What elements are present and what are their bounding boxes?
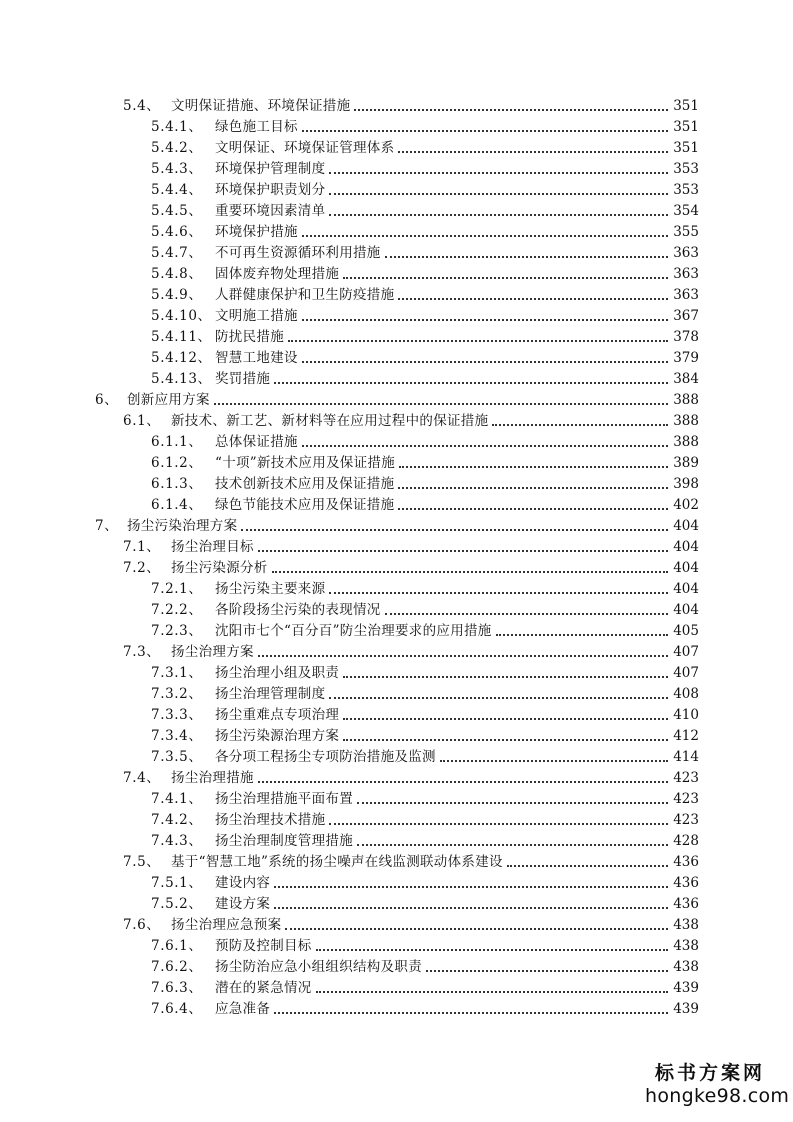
toc-entry-number: 5.4.8、 <box>151 266 203 282</box>
toc-entry-page: 423 <box>673 791 699 807</box>
toc-entry-title: 奖罚措施 <box>215 371 271 387</box>
toc-entry-title: 绿色施工目标 <box>215 119 298 135</box>
toc-entry-page: 407 <box>673 665 699 681</box>
toc-entry-page: 410 <box>673 707 699 723</box>
toc-entry-title: 扬尘治理小组及职责 <box>215 665 340 681</box>
toc-entry[interactable] <box>151 786 699 807</box>
toc-entry-number: 5.4.7、 <box>151 245 203 261</box>
toc-dot-leader <box>329 172 668 174</box>
toc-dot-leader <box>426 970 668 972</box>
toc-entry-title: 文明保证、环境保证管理体系 <box>215 140 395 156</box>
toc-dot-leader <box>274 907 668 909</box>
toc-dot-leader <box>357 802 668 804</box>
toc-entry-page: 438 <box>673 938 699 954</box>
site-watermark <box>645 1062 790 1108</box>
toc-entry-title: 各阶段扬尘污染的表现情况 <box>215 602 381 618</box>
toc-entry-title: 扬尘治理措施 <box>171 770 254 786</box>
toc-dot-leader <box>399 466 668 468</box>
toc-entry-number: 6、 <box>95 392 119 408</box>
toc-dot-leader <box>329 193 668 195</box>
toc-entry-title: 扬尘污染治理方案 <box>127 518 238 534</box>
toc-entry-page: 354 <box>673 203 699 219</box>
toc-entry-number: 7.2.3、 <box>151 623 203 639</box>
toc-entry-page: 438 <box>673 959 699 975</box>
toc-entry-page: 363 <box>673 245 699 261</box>
toc-dot-leader <box>272 571 668 573</box>
toc-dot-leader <box>398 151 668 153</box>
toc-dot-leader <box>354 109 668 111</box>
toc-entry[interactable] <box>151 240 699 261</box>
toc-entry[interactable] <box>123 408 699 429</box>
toc-entry-page: 389 <box>673 455 699 471</box>
toc-dot-leader <box>302 445 668 447</box>
toc-entry-title: 环境保护管理制度 <box>215 161 326 177</box>
toc-entry-title: 新技术、新工艺、新材料等在应用过程中的保证措施 <box>171 413 489 429</box>
toc-entry-page: 353 <box>673 182 699 198</box>
toc-entry-number: 6.1.2、 <box>151 455 203 471</box>
toc-dot-leader <box>316 949 668 951</box>
toc-dot-leader <box>343 718 668 720</box>
toc-dot-leader <box>398 487 668 489</box>
toc-entry-page: 388 <box>673 434 699 450</box>
toc-dot-leader <box>258 781 668 783</box>
toc-entry-title: 技术创新技术应用及保证措施 <box>215 476 395 492</box>
toc-entry-title: 重要环境因素清单 <box>215 203 326 219</box>
toc-entry-page: 423 <box>673 770 699 786</box>
toc-entry-title: 扬尘治理技术措施 <box>215 812 326 828</box>
toc-entry-page: 355 <box>673 224 699 240</box>
toc-entry-page: 351 <box>673 119 699 135</box>
toc-entry[interactable] <box>123 555 699 576</box>
toc-entry-number: 6.1.4、 <box>151 497 203 513</box>
toc-entry-title: 不可再生资源循环利用措施 <box>215 245 381 261</box>
toc-entry[interactable] <box>151 975 699 996</box>
toc-entry[interactable] <box>151 681 699 702</box>
toc-entry-number: 5.4.9、 <box>151 287 203 303</box>
toc-entry-page: 408 <box>673 686 699 702</box>
toc-entry-number: 5.4.1、 <box>151 119 203 135</box>
toc-entry[interactable] <box>151 660 699 681</box>
toc-dot-leader <box>329 592 668 594</box>
toc-dot-leader <box>398 508 668 510</box>
toc-entry-title: 扬尘重难点专项治理 <box>215 707 340 723</box>
toc-dot-leader <box>343 277 668 279</box>
toc-entry[interactable] <box>151 177 699 198</box>
toc-entry-number: 5.4.4、 <box>151 182 203 198</box>
toc-entry-page: 404 <box>673 602 699 618</box>
toc-entry[interactable] <box>151 450 699 471</box>
toc-entry-page: 439 <box>673 1001 699 1017</box>
toc-entry-page: 379 <box>673 350 699 366</box>
toc-entry-page: 436 <box>673 896 699 912</box>
toc-entry-number: 6.1、 <box>123 413 161 429</box>
toc-entry-number: 5.4、 <box>123 98 161 114</box>
toc-entry-number: 5.4.12、 <box>151 350 212 366</box>
toc-entry-title: 创新应用方案 <box>127 392 210 408</box>
toc-dot-leader <box>241 529 668 531</box>
toc-dot-leader <box>285 928 668 930</box>
toc-entry[interactable] <box>151 933 699 954</box>
toc-dot-leader <box>385 613 668 615</box>
toc-entry[interactable] <box>151 471 699 492</box>
toc-entry-title: 文明施工措施 <box>215 308 298 324</box>
toc-entry-title: 基于“智慧工地”系统的扬尘噪声在线监测联动体系建设 <box>171 854 503 870</box>
toc-dot-leader <box>316 991 668 993</box>
toc-entry[interactable] <box>123 534 699 555</box>
toc-entry[interactable] <box>151 261 699 282</box>
toc-entry-number: 7.3.4、 <box>151 728 203 744</box>
toc-entry-title: 预防及控制目标 <box>215 938 312 954</box>
toc-entry[interactable] <box>151 219 699 240</box>
toc-entry-title: 环境保护职责划分 <box>215 182 326 198</box>
toc-entry-number: 5.4.6、 <box>151 224 203 240</box>
toc-entry[interactable] <box>151 618 699 639</box>
toc-dot-leader <box>357 844 668 846</box>
toc-entry-number: 7.5.1、 <box>151 875 203 891</box>
toc-entry[interactable] <box>95 513 699 534</box>
toc-entry-page: 384 <box>673 371 699 387</box>
toc-entry-number: 7.5、 <box>123 854 161 870</box>
toc-entry-title: 扬尘污染源分析 <box>171 560 268 576</box>
toc-entry-number: 7.6、 <box>123 917 161 933</box>
toc-entry[interactable] <box>151 954 699 975</box>
toc-entry-number: 7.6.4、 <box>151 1001 203 1017</box>
toc-entry-number: 7.2.1、 <box>151 581 203 597</box>
toc-dot-leader <box>329 697 668 699</box>
toc-entry-page: 388 <box>673 413 699 429</box>
toc-entry-page: 398 <box>673 476 699 492</box>
toc-entry-page: 351 <box>673 140 699 156</box>
toc-entry-page: 412 <box>673 728 699 744</box>
watermark-name: 标书方案网 <box>654 1062 765 1084</box>
toc-entry-title: 建设方案 <box>215 896 271 912</box>
toc-dot-leader <box>507 865 668 867</box>
toc-entry[interactable] <box>151 198 699 219</box>
toc-entry-number: 5.4.13、 <box>151 371 212 387</box>
toc-entry-title: 扬尘治理措施平面布置 <box>215 791 353 807</box>
toc-entry-page: 439 <box>673 980 699 996</box>
toc-dot-leader <box>496 634 668 636</box>
toc-entry-page: 351 <box>673 98 699 114</box>
toc-dot-leader <box>258 550 668 552</box>
toc-dot-leader <box>258 655 668 657</box>
toc-entry[interactable] <box>151 870 699 891</box>
toc-entry[interactable] <box>151 429 699 450</box>
toc-dot-leader <box>492 424 668 426</box>
toc-entry-page: 388 <box>673 392 699 408</box>
toc-entry-number: 7.4.3、 <box>151 833 203 849</box>
toc-entry-number: 7.3.1、 <box>151 665 203 681</box>
toc-entry-number: 6.1.1、 <box>151 434 203 450</box>
watermark-url: hongke98.com <box>645 1085 790 1107</box>
toc-entry[interactable] <box>151 702 699 723</box>
toc-entry-number: 7.2、 <box>123 560 161 576</box>
toc-entry-title: 绿色节能技术应用及保证措施 <box>215 497 395 513</box>
toc-entry-page: 436 <box>673 875 699 891</box>
toc-entry-page: 438 <box>673 917 699 933</box>
toc-entry-page: 404 <box>673 560 699 576</box>
toc-entry[interactable] <box>151 996 699 1017</box>
toc-entry-title: 扬尘污染主要来源 <box>215 581 326 597</box>
toc-entry-number: 7.4.1、 <box>151 791 203 807</box>
toc-dot-leader <box>288 340 668 342</box>
toc-entry-page: 378 <box>673 329 699 345</box>
toc-entry[interactable] <box>123 639 699 660</box>
toc-entry-number: 7.3.3、 <box>151 707 203 723</box>
toc-entry[interactable] <box>123 765 699 786</box>
toc-entry[interactable] <box>151 492 699 513</box>
toc-dot-leader <box>440 760 668 762</box>
toc-entry-number: 7.3.5、 <box>151 749 203 765</box>
toc-entry-page: 404 <box>673 581 699 597</box>
toc-entry-number: 5.4.3、 <box>151 161 203 177</box>
toc-dot-leader <box>302 361 668 363</box>
toc-entry[interactable] <box>151 576 699 597</box>
toc-entry-title: 扬尘治理目标 <box>171 539 254 555</box>
toc-entry-number: 7.6.3、 <box>151 980 203 996</box>
toc-entry-title: 扬尘治理应急预案 <box>171 917 282 933</box>
toc-entry[interactable] <box>151 345 699 366</box>
toc-entry-number: 5.4.5、 <box>151 203 203 219</box>
toc-entry-title: 环境保护措施 <box>215 224 298 240</box>
toc-entry-title: 智慧工地建设 <box>215 350 298 366</box>
toc-entry-page: 363 <box>673 266 699 282</box>
toc-entry[interactable] <box>151 366 699 387</box>
toc-dot-leader <box>274 382 668 384</box>
toc-entry-title: 各分项工程扬尘专项防治措施及监测 <box>215 749 436 765</box>
toc-entry[interactable] <box>151 828 699 849</box>
toc-entry-title: 扬尘治理管理制度 <box>215 686 326 702</box>
toc-dot-leader <box>343 739 668 741</box>
toc-entry[interactable] <box>123 912 699 933</box>
toc-entry-page: 404 <box>673 539 699 555</box>
toc-entry-number: 5.4.2、 <box>151 140 203 156</box>
toc-entry-title: 防扰民措施 <box>215 329 284 345</box>
toc-entry-page: 402 <box>673 497 699 513</box>
toc-dot-leader <box>274 886 668 888</box>
toc-entry-title: 应急准备 <box>215 1001 271 1017</box>
toc-entry[interactable] <box>151 114 699 135</box>
toc-dot-leader <box>302 130 668 132</box>
toc-entry-number: 7.4.2、 <box>151 812 203 828</box>
toc-entry-title: 扬尘防治应急小组组织结构及职责 <box>215 959 422 975</box>
toc-entry-number: 7、 <box>95 518 119 534</box>
toc-dot-leader <box>329 823 668 825</box>
toc-entry-title: 总体保证措施 <box>215 434 298 450</box>
toc-entry-title: 扬尘治理制度管理措施 <box>215 833 353 849</box>
toc-dot-leader <box>385 256 668 258</box>
toc-entry-page: 363 <box>673 287 699 303</box>
toc-entry[interactable] <box>151 282 699 303</box>
toc-dot-leader <box>302 235 668 237</box>
toc-entry-number: 6.1.3、 <box>151 476 203 492</box>
toc-entry-number: 7.6.2、 <box>151 959 203 975</box>
toc-entry-number: 7.6.1、 <box>151 938 203 954</box>
toc-entry-page: 414 <box>673 749 699 765</box>
toc-dot-leader <box>274 1012 668 1014</box>
toc-dot-leader <box>329 214 668 216</box>
toc-entry-title: 扬尘治理方案 <box>171 644 254 660</box>
toc-entry-number: 5.4.11、 <box>151 329 212 345</box>
toc-entry[interactable] <box>151 891 699 912</box>
toc-entry-page: 405 <box>673 623 699 639</box>
toc-entry-number: 7.2.2、 <box>151 602 203 618</box>
toc-entry-page: 407 <box>673 644 699 660</box>
toc-entry-title: 人群健康保护和卫生防疫措施 <box>215 287 395 303</box>
toc-entry-number: 5.4.10、 <box>151 308 212 324</box>
toc-entry-page: 367 <box>673 308 699 324</box>
toc-entry-title: 沈阳市七个“百分百”防尘治理要求的应用措施 <box>215 623 492 639</box>
toc-entry[interactable] <box>151 303 699 324</box>
toc-dot-leader <box>214 403 668 405</box>
toc-entry-number: 7.3.2、 <box>151 686 203 702</box>
toc-entry[interactable] <box>151 135 699 156</box>
toc-entry-number: 7.5.2、 <box>151 896 203 912</box>
toc-entry-page: 428 <box>673 833 699 849</box>
toc-entry-title: “十项”新技术应用及保证措施 <box>215 455 396 471</box>
toc-entry-page: 404 <box>673 518 699 534</box>
toc-entry[interactable] <box>123 93 699 114</box>
toc-entry-number: 7.4、 <box>123 770 161 786</box>
toc-entry-title: 扬尘污染源治理方案 <box>215 728 340 744</box>
toc-entry-title: 固体废弃物处理措施 <box>215 266 340 282</box>
toc-entry[interactable] <box>151 324 699 345</box>
toc-entry-page: 436 <box>673 854 699 870</box>
toc-entry[interactable] <box>151 723 699 744</box>
toc-entry-page: 423 <box>673 812 699 828</box>
toc-entry-page: 353 <box>673 161 699 177</box>
toc-dot-leader <box>343 676 668 678</box>
toc-entry-title: 建设内容 <box>215 875 271 891</box>
toc-entry[interactable] <box>95 387 699 408</box>
toc-dot-leader <box>398 298 668 300</box>
toc-entry-title: 潜在的紧急情况 <box>215 980 312 996</box>
toc-entry[interactable] <box>151 597 699 618</box>
toc-entry[interactable] <box>151 807 699 828</box>
toc-entry[interactable] <box>151 744 699 765</box>
toc-entry-title: 文明保证措施、环境保证措施 <box>171 98 351 114</box>
toc-dot-leader <box>302 319 668 321</box>
toc-entry[interactable] <box>151 156 699 177</box>
toc-entry-number: 7.1、 <box>123 539 161 555</box>
toc-entry-number: 7.3、 <box>123 644 161 660</box>
toc-entry[interactable] <box>123 849 699 870</box>
